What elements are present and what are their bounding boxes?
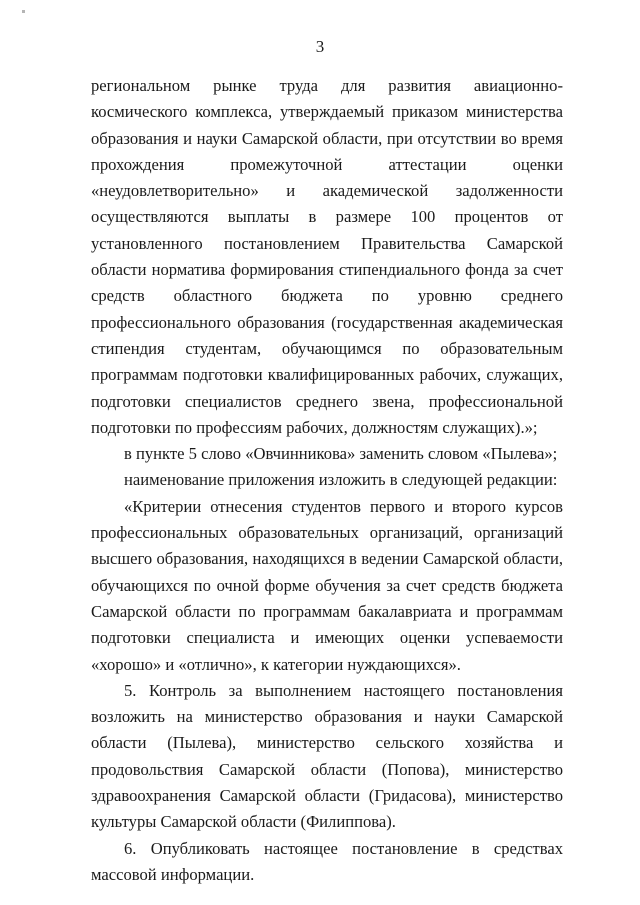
paragraph-clause-5-rename: в пункте 5 слово «Овчинникова» заменить словом «Пылева»; <box>124 444 558 464</box>
paragraph-item-5-control: 5. Контроль за выполнением настоящего постановления возложить на министерство образования и науки Самарской области (Пылева), министерство сельского хозяйства и продовольствия Самарской области (Попова), министерство здравоохранения Самарской области (Гридасова), министерство культуры Самарской области (Филиппова). <box>91 680 563 832</box>
paragraph-continuation: региональном рынке труда для развития авиационно-космического комплекса, утверждаемый приказом министерства образования и науки Самарской области, при отсутствии во время прохождения промежуточной аттестации оценки «неудовлетворительно» и академической задолженности осуществляются выплаты в размере 100 процентов от установленного постановлением Правительства Самарской области норматива формирования стипендиального фонда за счет средств областного бюджета по уровню среднего профессионального образования (государственная академическая стипендия студентам, обучающимся по образовательным программам подготовки квалифицированных рабочих, служащих, подготовки специалистов среднего звена, профессиональной подготовки по профессиям рабочих, должностям служащих).»; <box>91 76 563 437</box>
paragraph-appendix-title: «Критерии отнесения студентов первого и второго курсов профессиональных образовательных организаций, организаций высшего образования, находящихся в ведении Самарской области, обучающихся по очной форме обучения за счет средств бюджета Самарской области по программам бакалавриата и программам подготовки специалиста и имеющих оценки успеваемости «хорошо» и «отлично», к категории нуждающихся». <box>91 496 563 674</box>
paragraph-item-6-publish: 6. Опубликовать настоящее постановление в средствах массовой информации. <box>91 838 563 884</box>
document-body <box>91 73 563 888</box>
scan-mark <box>22 10 25 13</box>
page-number: 3 <box>315 37 325 56</box>
paragraph-appendix-title-intro: наименование приложения изложить в следующей редакции: <box>124 470 558 490</box>
